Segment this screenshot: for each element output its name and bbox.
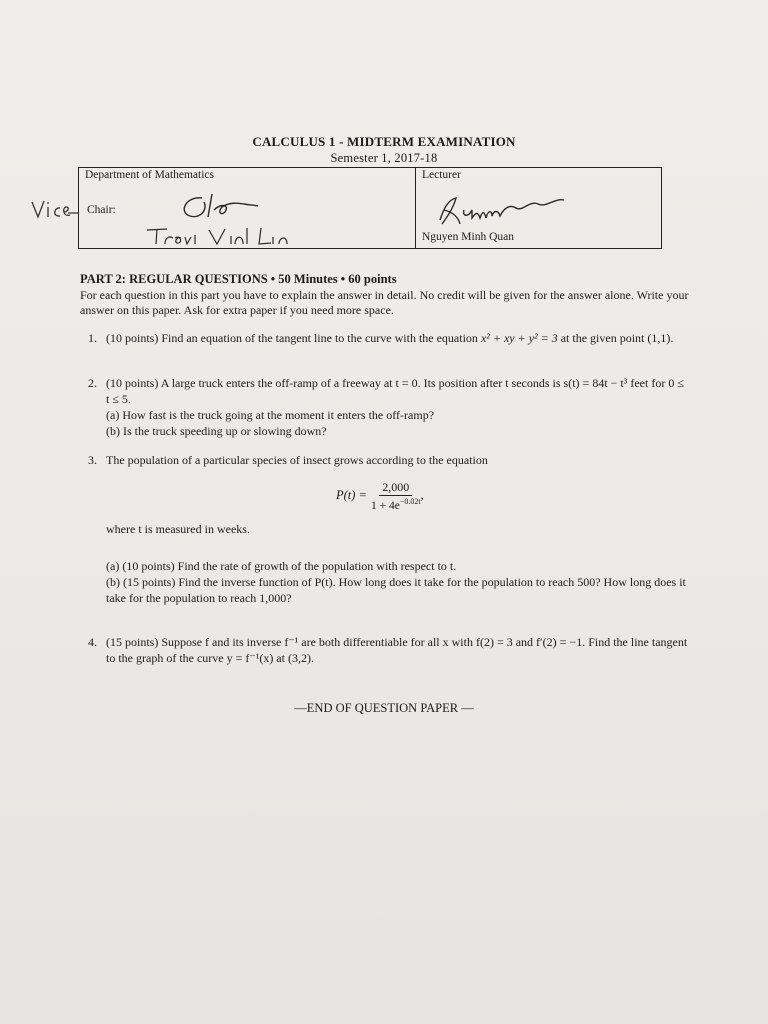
semester: Semester 1, 2017-18 xyxy=(330,151,438,165)
question-2 xyxy=(88,375,688,439)
question-3-part-b: (b) (15 points) Find the inverse function of P(t). How long does it take for the population to reach 500? How long does it take for the population to reach 1,000? xyxy=(106,575,686,605)
question-2-points: (10 points) xyxy=(106,376,159,390)
question-2-text: A large truck enters the off-ramp of a freeway at t = 0. Its position after t seconds is s(t) = 84t − t³ feet for 0 ≤ t ≤ 5. xyxy=(106,376,684,406)
question-3-where: where t is measured in weeks. xyxy=(106,522,250,536)
question-4-text: Suppose f and its inverse f⁻¹ are both differentiable for all x with f(2) = 3 and f′(2) = −1. Find the line tangent to the graph of the curve y = f⁻¹(x) at (3,2). xyxy=(106,635,688,665)
question-1-equation: x² + xy + y² = 3 xyxy=(480,331,558,345)
chair-handwritten-name xyxy=(143,224,293,248)
handwritten-vice-mark xyxy=(30,197,80,221)
question-3-text: The population of a particular species of insect grows according to the equation xyxy=(106,453,488,467)
question-2-part-b: (b) Is the truck speeding up or slowing down? xyxy=(106,424,327,438)
lecturer-label: Lecturer xyxy=(422,169,461,181)
question-1-points: (10 points) xyxy=(106,331,159,345)
question-4-number: 4. xyxy=(88,635,97,649)
formula-exponent: −0.02t xyxy=(399,497,421,506)
question-2-part-a: (a) How fast is the truck going at the moment it enters the off-ramp? xyxy=(106,408,435,422)
exam-title: CALCULUS 1 - MIDTERM EXAMINATION xyxy=(252,134,516,149)
handwritten-margin-note xyxy=(30,197,80,225)
formula-denominator-base: 1 + 4e xyxy=(371,499,400,512)
lecturer-signature xyxy=(434,190,574,230)
chair-signature xyxy=(174,190,264,224)
lecturer-cell xyxy=(416,168,661,248)
question-3-part-a: (a) (10 points) Find the rate of growth of the population with respect to t. xyxy=(106,559,457,573)
signature-table xyxy=(78,167,662,249)
formula-fraction xyxy=(371,480,421,512)
question-4 xyxy=(88,634,688,666)
question-1-number: 1. xyxy=(88,331,97,345)
department-label: Department of Mathematics xyxy=(85,169,215,181)
question-4-points: (15 points) xyxy=(106,635,159,649)
question-1-text-b: at the given point (1,1). xyxy=(560,331,674,345)
lecturer-name: Nguyen Minh Quan xyxy=(422,231,514,243)
question-2-number: 2. xyxy=(88,376,97,390)
formula-tail: , xyxy=(420,488,424,503)
question-3-number: 3. xyxy=(88,453,97,467)
question-3 xyxy=(88,452,688,468)
formula-numerator: 2,000 xyxy=(379,480,412,496)
question-3-parts xyxy=(106,558,688,606)
population-formula xyxy=(336,480,424,512)
chair-label: Chair: xyxy=(87,204,116,216)
question-1-text: Find an equation of the tangent line to the curve with the equation xyxy=(161,331,478,345)
end-of-paper: —END OF QUESTION PAPER — xyxy=(294,701,474,715)
formula-lhs: P(t) = xyxy=(336,488,367,503)
part2-section xyxy=(80,272,690,318)
part2-instructions: For each question in this part you have to explain the answer in detail. No credit will be given for the answer alone. Write your answer on this paper. Ask for extra paper if you need more space. xyxy=(80,288,689,317)
part2-heading: PART 2: REGULAR QUESTIONS • 50 Minutes • 60 points xyxy=(80,272,397,286)
question-1 xyxy=(88,330,688,346)
formula-denominator xyxy=(371,496,421,512)
department-cell xyxy=(79,168,415,248)
